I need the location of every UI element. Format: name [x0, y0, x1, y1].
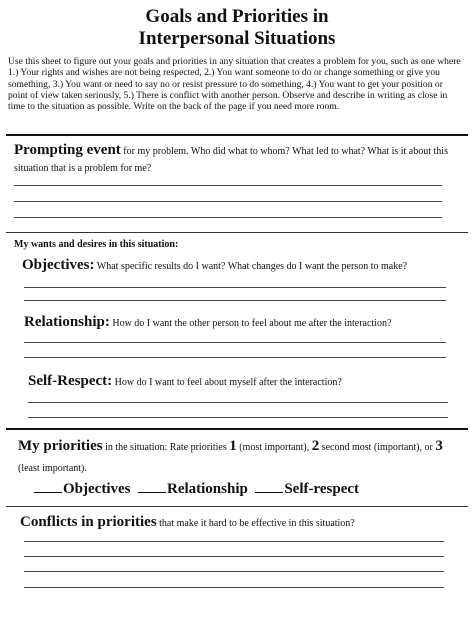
priority-number-3: 3 — [435, 438, 443, 454]
section-divider — [6, 506, 468, 507]
writing-line[interactable] — [14, 201, 442, 202]
self-respect-rating-blank[interactable] — [255, 480, 283, 493]
priority-number-2: 2 — [311, 438, 320, 454]
objectives-heading: Objectives: — [22, 257, 95, 273]
writing-line[interactable] — [24, 342, 446, 343]
section-divider — [6, 428, 468, 430]
writing-line[interactable] — [24, 587, 444, 588]
priority-objectives-label: Objectives — [63, 481, 131, 497]
instructions-paragraph: Use this sheet to figure out your goals and priorities in any situation that creates a problem for you, such as one where 1.) Your rights and wishes are not being respected, 2.) You want someone to do or change something or give you something, 3.) You want or need to say no or resist pressure to do something, 4.) You want to get your position or point of view taken seriously, 5.) There is conflict with another person. Observe and describe in writing as close in time to the situation as possible. Write on the back of the page if you need more room. — [8, 56, 461, 113]
prompting-event-question: for my problem. Who did what to whom? What led to what? What is it about this situation that is a problem for me? — [14, 146, 448, 174]
writing-line[interactable] — [14, 217, 442, 218]
conflicts-prompt — [20, 513, 460, 531]
objectives-prompt — [22, 256, 462, 274]
writing-line[interactable] — [14, 185, 442, 186]
conflicts-question: that make it hard to be effective in this situation? — [156, 518, 355, 529]
priority-number-1: 1 — [229, 438, 237, 454]
writing-line[interactable] — [24, 571, 444, 572]
self-respect-question: How do I want to feel about myself after the interaction? — [112, 377, 342, 388]
section-divider — [6, 232, 468, 233]
relationship-heading: Relationship: — [24, 314, 110, 330]
writing-line[interactable] — [24, 556, 444, 557]
relationship-prompt — [24, 313, 464, 331]
self-respect-heading: Self-Respect: — [28, 373, 113, 389]
writing-line[interactable] — [24, 541, 444, 542]
priority-self-respect-label: Self-respect — [284, 481, 360, 497]
writing-line[interactable] — [24, 300, 446, 301]
conflicts-heading: Conflicts in priorities — [20, 514, 157, 530]
relationship-question: How do I want the other person to feel about me after the interaction? — [109, 318, 392, 329]
writing-line[interactable] — [24, 287, 446, 288]
relationship-rating-blank[interactable] — [138, 480, 166, 493]
page-title-line-2: Interpersonal Situations — [138, 28, 336, 49]
priorities-heading: My priorities — [18, 438, 103, 454]
objectives-question: What specific results do I want? What changes do I want the person to make? — [94, 261, 408, 272]
section-divider — [6, 134, 468, 136]
page-title-line-1: Goals and Priorities in — [145, 6, 329, 27]
priorities-prompt: My priorities in the situation: Rate priorities 1 (most important), 2 second most (important), or 3 (least important). — [18, 438, 443, 474]
objectives-rating-blank[interactable] — [34, 480, 62, 493]
writing-line[interactable] — [28, 402, 448, 403]
prompting-event-prompt — [14, 142, 454, 176]
wants-heading: My wants and desires in this situation: — [14, 239, 179, 250]
writing-line[interactable] — [24, 357, 446, 358]
priority-rating-row — [34, 480, 454, 498]
writing-line[interactable] — [28, 417, 448, 418]
priority-relationship-label: Relationship — [166, 481, 248, 497]
prompting-event-heading: Prompting event — [14, 142, 121, 158]
self-respect-prompt — [28, 372, 464, 390]
